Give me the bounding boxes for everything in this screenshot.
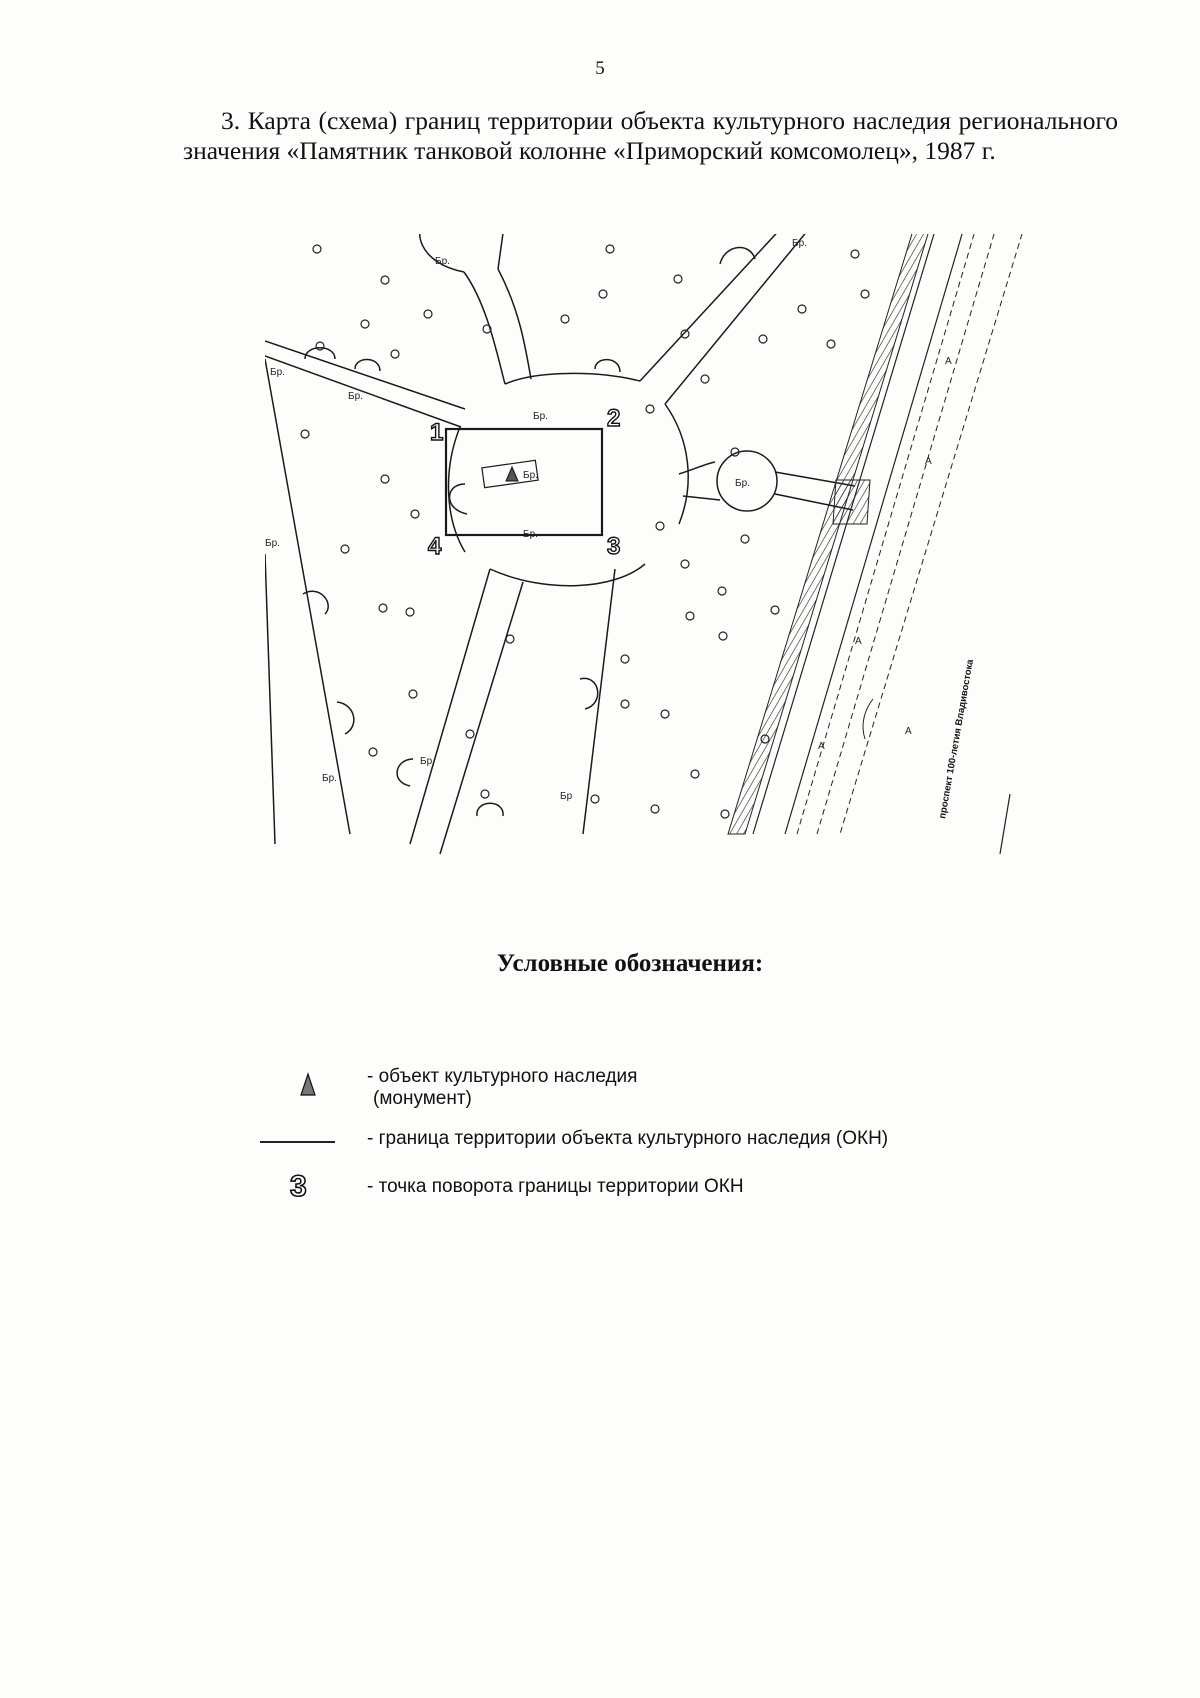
legend-text-line: (монумент): [373, 1088, 472, 1109]
turn-point-2: 2: [607, 405, 621, 432]
label-asphalt: А: [925, 456, 932, 467]
label-br: Бр.: [265, 538, 280, 549]
label-br: Бр.: [523, 529, 538, 540]
label-br: Бр.: [792, 238, 807, 249]
legend-text-monument: [367, 1066, 1017, 1110]
boundary-line-icon: [250, 1128, 340, 1168]
label-br: Бр: [560, 791, 573, 802]
heading-line-2: регионального значения «Памятник танковой колонне «Приморский: [183, 106, 1119, 165]
label-br: Бр.: [322, 773, 337, 784]
label-asphalt: А: [855, 636, 862, 647]
road-strip: [728, 234, 1025, 854]
label-asphalt: А: [945, 356, 952, 367]
label-br: Бр.: [270, 367, 285, 378]
label-br: Бр.: [420, 756, 435, 767]
monument-icon: [250, 1066, 340, 1106]
turn-point-icon: [250, 1170, 340, 1216]
label-asphalt: А: [905, 726, 912, 737]
label-asphalt: А: [818, 741, 825, 752]
legend-text-turn-point: - точка поворота границы территории ОКН: [367, 1176, 744, 1197]
label-br: Бр.: [533, 411, 548, 422]
heading-line-1: 3. Карта (схема) границ территории объекта культурного наследия: [221, 106, 951, 135]
label-br: Бр.: [435, 256, 450, 267]
monument-icon: [506, 467, 518, 481]
label-br: Бр.: [735, 478, 750, 489]
heading-line-3: комсомолец», 1987 г.: [769, 136, 996, 165]
page-number: 5: [595, 58, 605, 79]
legend-title: Условные обозначения:: [496, 950, 764, 977]
label-br: Бр.: [348, 391, 363, 402]
street-name: проспект 100-летия Владивостока: [937, 658, 976, 820]
label-br: Бр.: [523, 470, 538, 481]
turn-point-1: 1: [430, 419, 444, 446]
turn-point-3: 3: [607, 533, 621, 560]
legend-text-line: - объект культурного наследия: [367, 1066, 638, 1087]
legend-text-boundary: - граница территории объекта культурного наследия (ОКН): [367, 1128, 889, 1149]
boundary-map: [265, 234, 1073, 902]
turn-point-symbol: 3: [290, 1170, 307, 1203]
turn-point-4: 4: [428, 533, 442, 560]
document-heading: [183, 106, 1118, 166]
map-drawing: [265, 234, 1073, 902]
